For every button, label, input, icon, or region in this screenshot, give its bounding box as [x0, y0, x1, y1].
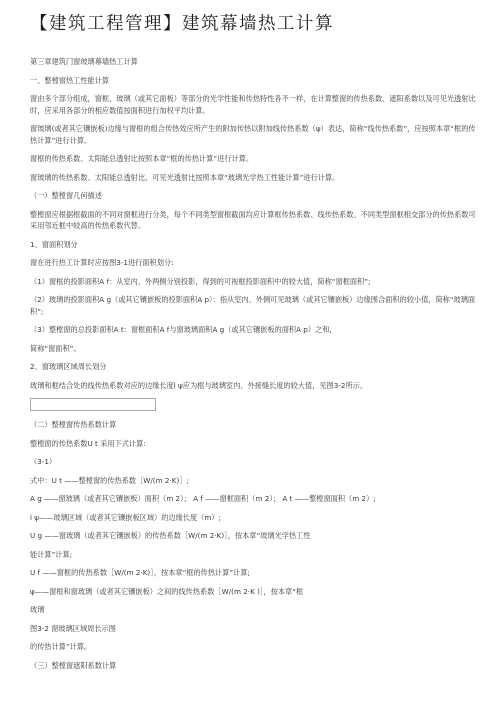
- paragraph: 窗框的传热系数、太阳能总透射比按照本章“框的传热计算”进行计算。: [30, 154, 254, 163]
- definition-line: A g ——窗玻璃（或者其它镶嵌板）面积（m 2）； A f ——窗框面积（m 2）； A t ——整樘窗面积（m 2）;: [30, 494, 376, 503]
- paragraph: 窗玻璃(或者其它镶嵌板)边缘与窗框的组合传热效应所产生的附加传热以附加线传热系数（ψ）表达，简称“线传热系数”，应按照本章“框的传热计算”进行计算。: [30, 124, 476, 145]
- document-title: 【建筑工程管理】建筑幕墙热工计算: [30, 14, 334, 34]
- paragraph: 窗由多个部分组成，窗框、玻璃（或其它面板）等部分的光学性能和传热特性各不一样，在计算整窗的传热系数、遮阳系数以及可见光透射比时，应采用各部分的相应数值按面积进行加权平均计算。: [30, 94, 476, 115]
- chapter-heading: 第三章建筑门窗玻璃幕墙热工计算: [30, 57, 138, 66]
- subsection-heading: （二）整樘窗传热系数计算: [30, 420, 117, 429]
- list-item: （3）整樘窗的总投影面积A t：窗框面积A f与窗玻璃面积A g（或其它镶嵌板的面积A p）之和,: [30, 325, 332, 334]
- paragraph: 简称“窗面积”。: [30, 343, 81, 353]
- paragraph: 窗玻璃的传热系数、太阳能总透射比、可见光透射比按照本章“玻璃光学热工性能计算”进行计算。: [30, 172, 340, 182]
- definition-line: U g ——窗玻璃（或者其它镶嵌板）的传热系数［W/(m 2·K)］，按本章“玻璃光学热工性: [30, 531, 311, 540]
- paragraph: 窗在进行热工计算时应按图3-1进行面积划分:: [30, 258, 174, 267]
- equation-number: （3-1）: [30, 457, 57, 466]
- definition-line: l ψ——玻璃区域（或者其它镶嵌板区域）的边缘长度（m）;: [30, 512, 221, 522]
- definition-line: 的传热计算”计算。: [30, 642, 92, 651]
- definition-line: 玻璃: [30, 605, 45, 614]
- document-body: [30, 56, 480, 678]
- subsection-heading: （三）整樘窗遮阳系数计算: [30, 660, 117, 670]
- definition-line: ψ——窗框和窗玻璃（或者其它镶嵌板）之间的线传热系数［W/(m 2·K )］，按本章“框: [30, 586, 304, 596]
- subsection-heading: （一）整樘窗几何描述: [30, 191, 102, 200]
- figure-placeholder: [30, 398, 156, 411]
- paragraph: 整樘窗的传热系数U t 采用下式计算:: [30, 438, 146, 448]
- subsection-heading: 2、窗玻璃区域周长划分: [30, 362, 107, 371]
- list-item: （1）窗框的投影面积A f：从室内、外两侧分别投影，得到的可视框投影面积中的较大值，简称“窗框面积”;: [30, 276, 371, 286]
- definition-line: U f ——窗框的传热系数［W/(m 2·K)］，按本章“框的传热计算”计算;: [30, 568, 250, 577]
- section-heading: 一、整樘窗热工性能计算: [30, 75, 110, 85]
- paragraph: 玻璃和框结合处的线传热系数对应的边缘长度l ψ应为框与玻璃室内、外接缝长度的较大值，见图3-2所示。: [30, 380, 368, 390]
- definition-line: 式中：U t ——整樘窗的传热系数［W/(m 2·K)］;: [30, 475, 189, 485]
- list-item: （2）玻璃的投影面积A g（或其它镶嵌板的投影面积A p）：指从室内、外侧可见玻璃（或其它镶嵌板）边缘围合面积的较小值，简称“玻璃面积”;: [30, 295, 476, 316]
- paragraph: 整樘窗应根据框截面的不同对窗框进行分类，每个不同类型窗框截面均应计算框传热系数、线传热系数。不同类型窗框相交部分的传热系数可采用邻近框中较高的传热系数代替。: [30, 209, 476, 230]
- subsection-heading: 1、窗面积划分: [30, 239, 78, 249]
- definition-line: 能计算”计算;: [30, 549, 73, 559]
- figure-caption: 图3-2 窗玻璃区域周长示图: [30, 623, 116, 633]
